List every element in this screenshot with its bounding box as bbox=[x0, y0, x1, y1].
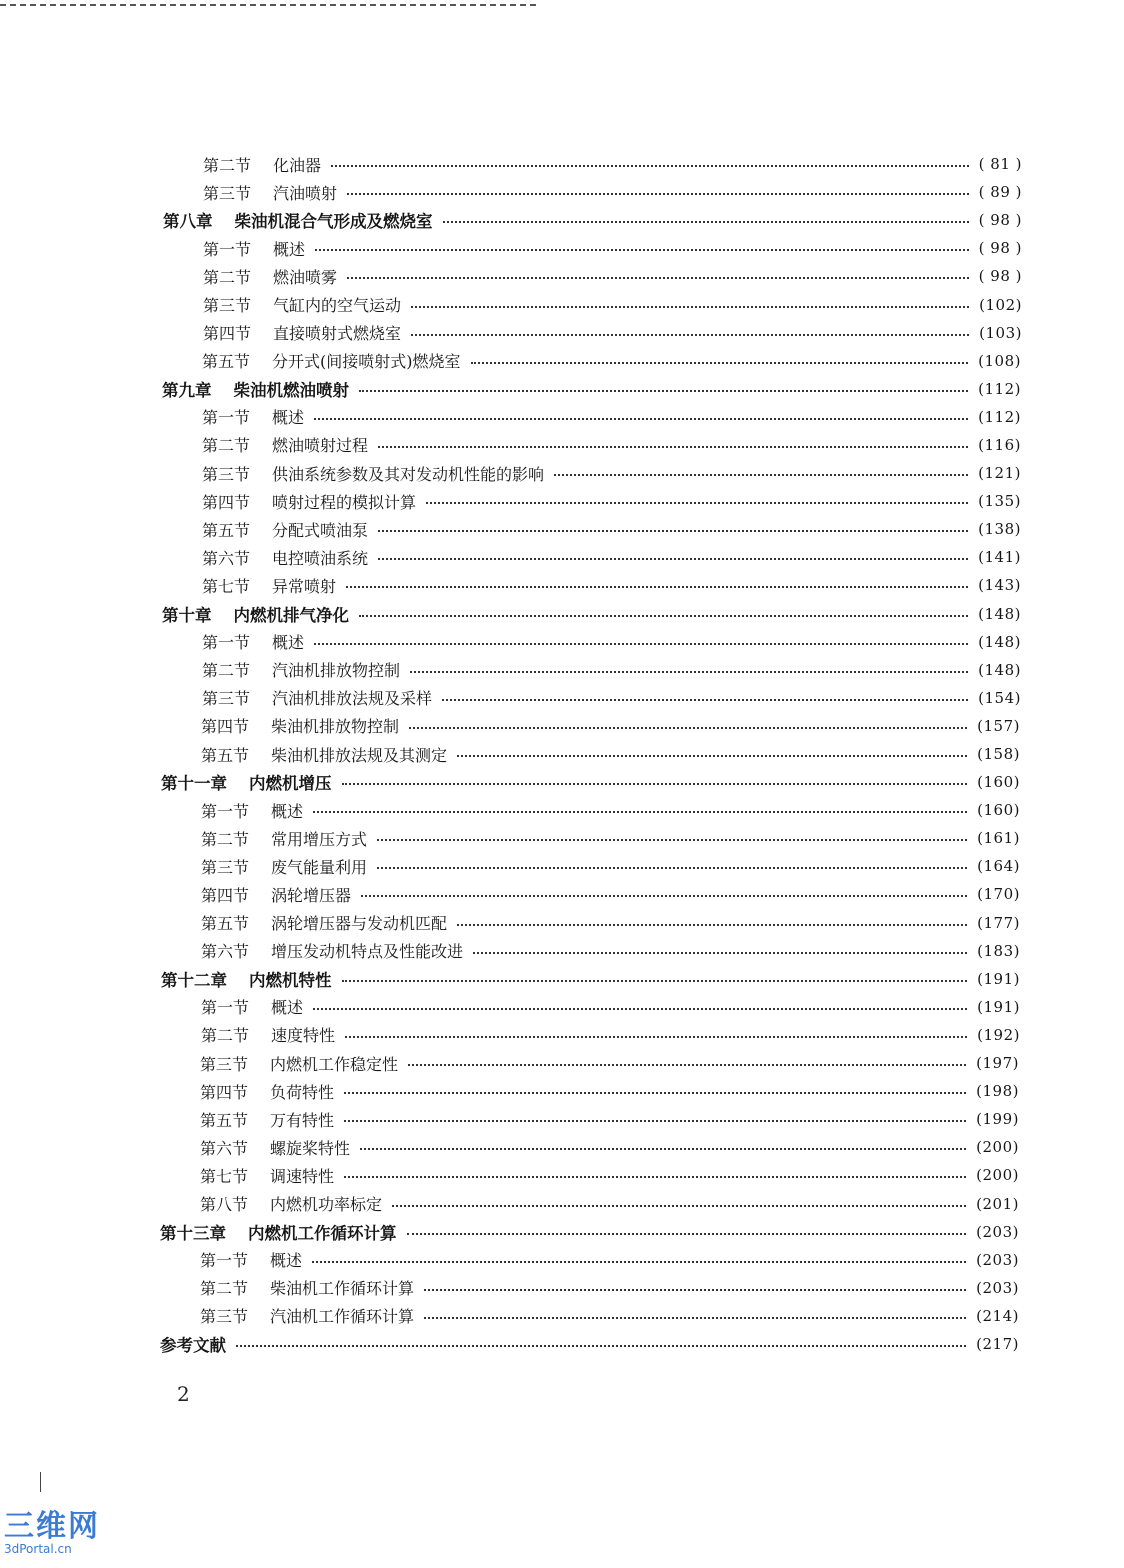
toc-leader-dots bbox=[359, 390, 968, 392]
toc-number: 第四节 bbox=[203, 324, 252, 344]
toc-page: (217) bbox=[976, 1334, 1019, 1353]
toc-section-row bbox=[0, 740, 1124, 768]
toc-page: (201) bbox=[976, 1194, 1019, 1213]
toc-page: (148) bbox=[978, 604, 1021, 623]
toc-title: 常用增压方式 bbox=[271, 829, 368, 849]
toc-page: (108) bbox=[978, 351, 1021, 370]
toc-number: 第十章 bbox=[162, 605, 212, 625]
toc-leader-dots bbox=[313, 1008, 967, 1010]
toc-section-row bbox=[0, 796, 1124, 824]
page-number: 2 bbox=[177, 1382, 190, 1406]
toc-leader-dots bbox=[457, 924, 967, 926]
toc-page: (148) bbox=[978, 660, 1021, 679]
toc-section-row bbox=[0, 712, 1124, 740]
toc-number: 第五节 bbox=[200, 1110, 249, 1130]
toc-title: 概述 bbox=[272, 633, 305, 653]
toc-section-row bbox=[0, 403, 1124, 431]
toc-title: 螺旋桨特性 bbox=[270, 1138, 351, 1158]
toc-page: (157) bbox=[977, 716, 1020, 735]
toc-section-row bbox=[0, 543, 1124, 571]
toc-section-row bbox=[0, 993, 1124, 1021]
toc-title: 内燃机工作循环计算 bbox=[248, 1223, 397, 1243]
toc-page: (170) bbox=[977, 885, 1020, 904]
toc-page: (102) bbox=[979, 295, 1022, 314]
toc-chapter-row bbox=[0, 965, 1124, 993]
toc-leader-dots bbox=[424, 1317, 966, 1319]
toc-title: 概述 bbox=[271, 998, 304, 1018]
toc-page: (135) bbox=[978, 492, 1021, 511]
toc-chapter-row bbox=[0, 1218, 1124, 1246]
toc-leader-dots bbox=[471, 362, 969, 364]
toc-number: 第三节 bbox=[203, 296, 252, 316]
toc-section-row bbox=[0, 319, 1124, 347]
toc-page: (103) bbox=[979, 323, 1022, 342]
toc-page: (199) bbox=[976, 1110, 1019, 1129]
toc-title: 喷射过程的模拟计算 bbox=[272, 492, 417, 512]
toc-section-row bbox=[0, 347, 1124, 375]
toc-title: 负荷特性 bbox=[270, 1082, 335, 1102]
toc-leader-dots bbox=[315, 249, 969, 251]
toc-title: 调速特性 bbox=[270, 1166, 335, 1186]
toc-section-row bbox=[0, 1049, 1124, 1077]
watermark-url: 3dPortal.cn bbox=[4, 1542, 72, 1556]
toc-section-row bbox=[0, 824, 1124, 852]
toc-page: (158) bbox=[977, 745, 1020, 764]
toc-number: 第四节 bbox=[201, 717, 250, 737]
toc-number: 第六节 bbox=[200, 1138, 249, 1158]
toc-page: (183) bbox=[977, 941, 1020, 960]
toc-leader-dots bbox=[361, 895, 967, 897]
margin-mark bbox=[40, 1472, 41, 1492]
toc-number: 第六节 bbox=[201, 942, 250, 962]
toc-number: 第二节 bbox=[202, 436, 251, 456]
toc-title: 内燃机功率标定 bbox=[270, 1195, 383, 1215]
toc-leader-dots bbox=[411, 306, 969, 308]
toc-title: 概述 bbox=[272, 408, 305, 428]
toc-page: (200) bbox=[976, 1138, 1019, 1157]
toc-number: 第九章 bbox=[162, 380, 212, 400]
toc-number: 第二节 bbox=[200, 1279, 249, 1299]
toc-page: (200) bbox=[976, 1166, 1019, 1185]
toc-page: (160) bbox=[977, 801, 1020, 820]
toc-leader-dots bbox=[378, 446, 968, 448]
toc-page: (160) bbox=[977, 773, 1020, 792]
toc-title: 概述 bbox=[273, 239, 306, 259]
toc-leader-dots bbox=[344, 1176, 966, 1178]
toc-section-row bbox=[0, 431, 1124, 459]
toc-number: 第五节 bbox=[202, 352, 251, 372]
toc-title: 参考文献 bbox=[160, 1335, 226, 1355]
toc-page: (143) bbox=[978, 576, 1021, 595]
toc-title: 内燃机特性 bbox=[249, 970, 332, 990]
toc-section-row bbox=[0, 262, 1124, 290]
toc-title: 直接喷射式燃烧室 bbox=[273, 324, 402, 344]
toc-title: 概述 bbox=[271, 801, 304, 821]
toc-page: (138) bbox=[978, 520, 1021, 539]
toc-page: ( 81 ) bbox=[978, 155, 1022, 174]
toc-title: 气缸内的空气运动 bbox=[273, 296, 402, 316]
toc-number: 第一节 bbox=[202, 408, 251, 428]
toc-leader-dots bbox=[346, 586, 968, 588]
toc-page: (177) bbox=[977, 913, 1020, 932]
toc-page: (141) bbox=[978, 548, 1021, 567]
toc-section-row bbox=[0, 1161, 1124, 1189]
toc-page: (203) bbox=[976, 1222, 1019, 1241]
toc-leader-dots bbox=[378, 530, 968, 532]
toc-section-row bbox=[0, 178, 1124, 206]
toc-page: (203) bbox=[976, 1250, 1019, 1269]
toc-title: 分配式喷油泵 bbox=[272, 520, 369, 540]
toc-title: 废气能量利用 bbox=[271, 857, 368, 877]
toc-page: (161) bbox=[977, 829, 1020, 848]
toc-leader-dots bbox=[426, 502, 968, 504]
toc-number: 第四节 bbox=[202, 492, 251, 512]
toc-leader-dots bbox=[342, 980, 968, 982]
toc-section-row bbox=[0, 1274, 1124, 1302]
toc-section-row bbox=[0, 1077, 1124, 1105]
toc-leader-dots bbox=[344, 1120, 966, 1122]
toc-title: 汽油机排放物控制 bbox=[272, 661, 401, 681]
toc-number: 第一节 bbox=[201, 998, 250, 1018]
toc-section-row bbox=[0, 684, 1124, 712]
toc-leader-dots bbox=[377, 839, 967, 841]
toc-chapter-row bbox=[0, 206, 1124, 234]
toc-title: 万有特性 bbox=[270, 1110, 335, 1130]
toc-number: 第五节 bbox=[202, 520, 251, 540]
toc-number: 第五节 bbox=[201, 914, 250, 934]
toc-number: 第三节 bbox=[203, 183, 252, 203]
toc-section-row bbox=[0, 937, 1124, 965]
toc-leader-dots bbox=[392, 1205, 966, 1207]
toc-page: ( 98 ) bbox=[978, 211, 1022, 230]
toc-leader-dots bbox=[407, 1233, 967, 1235]
toc-title: 柴油机混合气形成及燃烧室 bbox=[234, 212, 433, 232]
toc-leader-dots bbox=[312, 1261, 966, 1263]
toc-number: 第七节 bbox=[200, 1166, 249, 1186]
toc-title: 内燃机排气净化 bbox=[233, 605, 349, 625]
toc-leader-dots bbox=[314, 643, 968, 645]
toc-page: (197) bbox=[976, 1054, 1019, 1073]
toc-number: 第二节 bbox=[202, 661, 251, 681]
toc-section-row bbox=[0, 1302, 1124, 1330]
toc-number: 第八章 bbox=[163, 212, 213, 232]
toc-number: 第二节 bbox=[203, 155, 252, 175]
toc-leader-dots bbox=[313, 811, 967, 813]
toc-leader-dots bbox=[442, 699, 968, 701]
toc-number: 第三节 bbox=[201, 857, 250, 877]
toc-page: (148) bbox=[978, 632, 1021, 651]
toc-section-row bbox=[0, 1105, 1124, 1133]
toc-page: (112) bbox=[978, 379, 1021, 398]
toc-leader-dots bbox=[360, 1148, 966, 1150]
toc-chapter-row bbox=[0, 768, 1124, 796]
toc-title: 内燃机增压 bbox=[249, 774, 332, 794]
toc-title: 柴油机排放法规及其测定 bbox=[271, 745, 448, 765]
toc-number: 第四节 bbox=[200, 1082, 249, 1102]
toc-page: (121) bbox=[978, 464, 1021, 483]
toc-number: 第十一章 bbox=[161, 774, 227, 794]
toc-section-row bbox=[0, 909, 1124, 937]
toc-title: 涡轮增压器 bbox=[271, 885, 352, 905]
toc-section-row bbox=[0, 515, 1124, 543]
toc-title: 涡轮增压器与发动机匹配 bbox=[271, 914, 448, 934]
toc-leader-dots bbox=[342, 783, 968, 785]
toc-leader-dots bbox=[473, 952, 967, 954]
toc-leader-dots bbox=[345, 1036, 967, 1038]
toc-leader-dots bbox=[331, 165, 969, 167]
toc-page: ( 98 ) bbox=[978, 239, 1022, 258]
toc-number: 第二节 bbox=[201, 1026, 250, 1046]
toc-number: 第一节 bbox=[201, 801, 250, 821]
watermark-text: 三维网 bbox=[4, 1509, 100, 1544]
toc-title: 内燃机工作稳定性 bbox=[270, 1054, 399, 1074]
toc-page: (198) bbox=[976, 1082, 1019, 1101]
toc-number: 第十三章 bbox=[160, 1223, 226, 1243]
toc-number: 第八节 bbox=[200, 1195, 249, 1215]
toc-page: ( 89 ) bbox=[978, 183, 1022, 202]
toc-title: 汽油机工作循环计算 bbox=[270, 1307, 415, 1327]
toc-section-row bbox=[0, 628, 1124, 656]
toc-leader-dots bbox=[347, 193, 969, 195]
toc-section-row bbox=[0, 571, 1124, 599]
toc-section-row bbox=[0, 880, 1124, 908]
toc-number: 第三节 bbox=[202, 689, 251, 709]
toc-title: 柴油机燃油喷射 bbox=[233, 380, 349, 400]
toc-section-row bbox=[0, 1021, 1124, 1049]
toc-page: (191) bbox=[977, 997, 1020, 1016]
toc-number: 第一节 bbox=[202, 633, 251, 653]
toc-leader-dots bbox=[377, 867, 967, 869]
toc-section-row bbox=[0, 290, 1124, 318]
toc-number: 第一节 bbox=[200, 1251, 249, 1271]
toc-title: 化油器 bbox=[273, 155, 322, 175]
toc-page: (214) bbox=[976, 1306, 1019, 1325]
toc-page: (112) bbox=[978, 407, 1021, 426]
toc-leader-dots bbox=[554, 474, 968, 476]
toc-page: (154) bbox=[978, 688, 1021, 707]
toc-title: 柴油机排放物控制 bbox=[271, 717, 400, 737]
toc-page: (203) bbox=[976, 1278, 1019, 1297]
toc-title: 增压发动机特点及性能改进 bbox=[271, 942, 464, 962]
toc-leader-dots bbox=[378, 558, 968, 560]
toc-number: 第五节 bbox=[201, 745, 250, 765]
toc-number: 第一节 bbox=[203, 239, 252, 259]
toc-leader-dots bbox=[457, 755, 967, 757]
toc-title: 汽油机排放法规及采样 bbox=[272, 689, 433, 709]
toc-section-row bbox=[0, 459, 1124, 487]
toc-section-row bbox=[0, 487, 1124, 515]
toc-number: 第二节 bbox=[203, 267, 252, 287]
toc-leader-dots bbox=[424, 1289, 966, 1291]
toc-number: 第二节 bbox=[201, 829, 250, 849]
toc-section-row bbox=[0, 150, 1124, 178]
table-of-contents bbox=[0, 150, 1124, 1358]
toc-leader-dots bbox=[347, 277, 969, 279]
watermark-logo bbox=[4, 1509, 104, 1556]
toc-number: 第三节 bbox=[202, 464, 251, 484]
toc-chapter-row bbox=[0, 600, 1124, 628]
toc-section-row bbox=[0, 852, 1124, 880]
toc-chapter-row bbox=[0, 375, 1124, 403]
toc-title: 燃油喷雾 bbox=[273, 267, 338, 287]
toc-title: 汽油喷射 bbox=[273, 183, 338, 203]
toc-leader-dots bbox=[443, 221, 969, 223]
toc-section-row bbox=[0, 234, 1124, 262]
toc-title: 电控喷油系统 bbox=[272, 548, 369, 568]
toc-number: 第六节 bbox=[202, 548, 251, 568]
toc-title: 供油系统参数及其对发动机性能的影响 bbox=[272, 464, 545, 484]
toc-leader-dots bbox=[344, 1092, 966, 1094]
toc-leader-dots bbox=[236, 1345, 966, 1347]
top-dashed-rule bbox=[0, 4, 536, 6]
toc-leader-dots bbox=[314, 418, 968, 420]
toc-leader-dots bbox=[411, 334, 969, 336]
toc-title: 分开式(间接喷射式)燃烧室 bbox=[272, 352, 461, 372]
toc-number: 第三节 bbox=[200, 1307, 249, 1327]
toc-title: 柴油机工作循环计算 bbox=[270, 1279, 415, 1299]
toc-number: 第三节 bbox=[200, 1054, 249, 1074]
toc-section-row bbox=[0, 1189, 1124, 1217]
toc-number: 第十二章 bbox=[161, 970, 227, 990]
toc-title: 异常喷射 bbox=[272, 576, 337, 596]
toc-leader-dots bbox=[408, 1064, 966, 1066]
toc-leader-dots bbox=[410, 671, 968, 673]
toc-section-row bbox=[0, 1246, 1124, 1274]
toc-page: ( 98 ) bbox=[978, 267, 1022, 286]
toc-title: 燃油喷射过程 bbox=[272, 436, 369, 456]
toc-references-row bbox=[0, 1330, 1124, 1358]
toc-leader-dots bbox=[409, 727, 967, 729]
toc-title: 速度特性 bbox=[271, 1026, 336, 1046]
toc-page: (192) bbox=[977, 1025, 1020, 1044]
toc-number: 第四节 bbox=[201, 885, 250, 905]
toc-leader-dots bbox=[359, 615, 968, 617]
toc-title: 概述 bbox=[270, 1251, 303, 1271]
toc-page: (164) bbox=[977, 857, 1020, 876]
toc-section-row bbox=[0, 1133, 1124, 1161]
toc-page: (191) bbox=[977, 969, 1020, 988]
toc-section-row bbox=[0, 656, 1124, 684]
toc-page: (116) bbox=[978, 435, 1021, 454]
toc-number: 第七节 bbox=[202, 576, 251, 596]
